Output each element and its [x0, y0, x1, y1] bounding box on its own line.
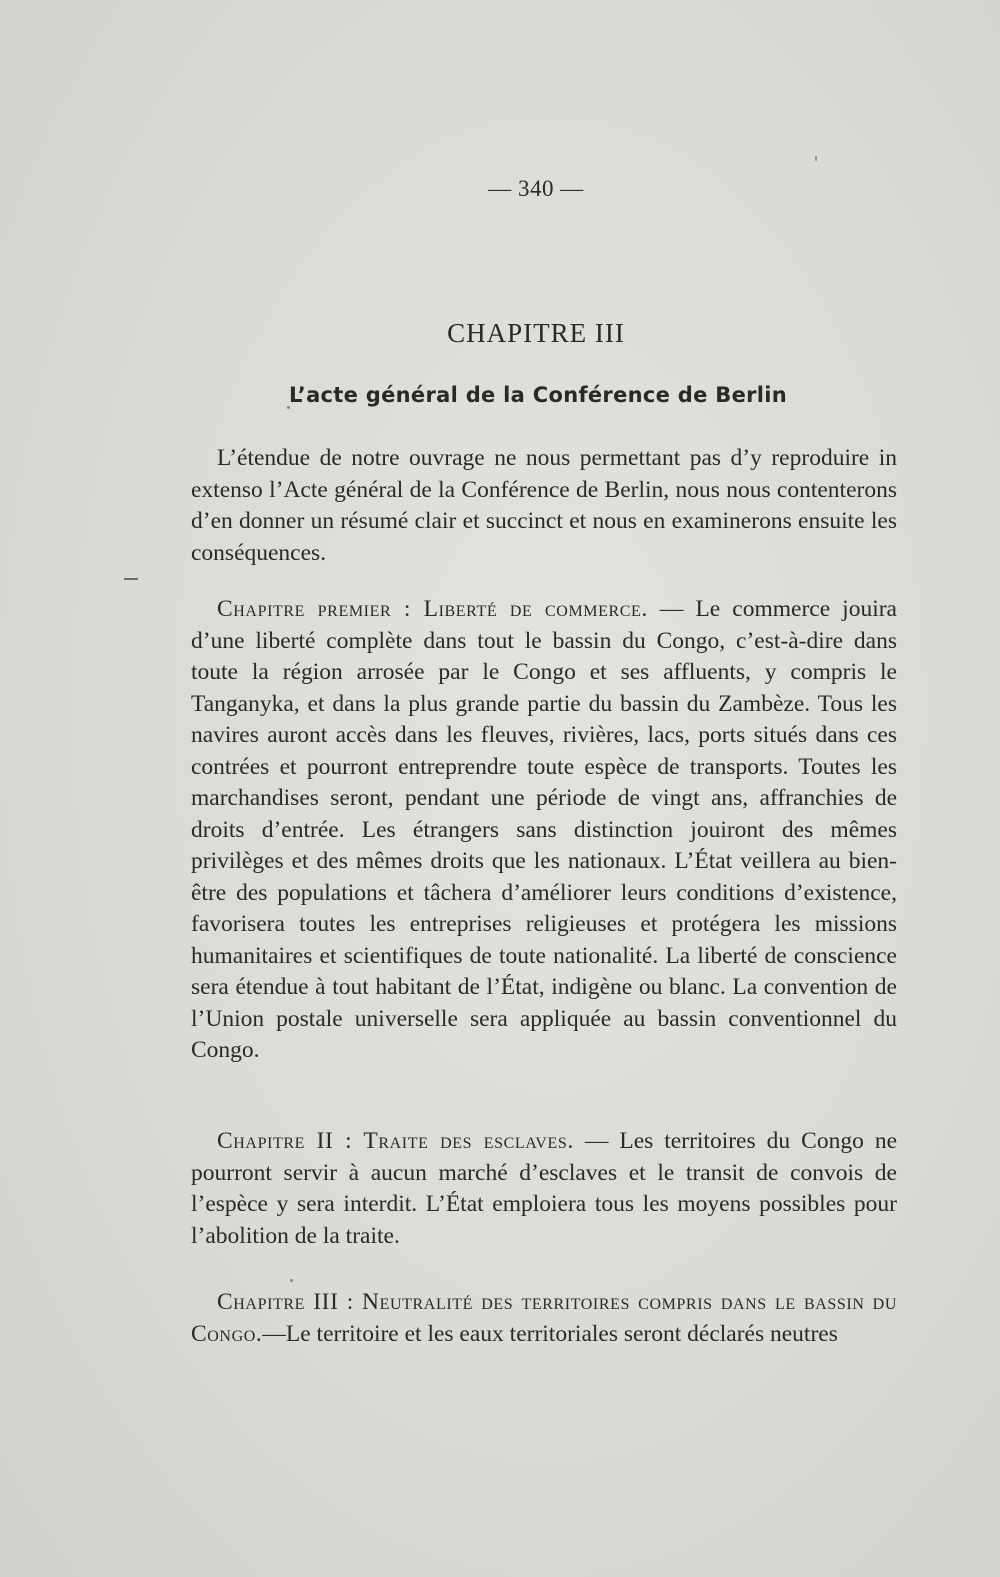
section-paragraph-1	[191, 594, 897, 1067]
chapter-title: CHAPITRE III	[447, 318, 625, 348]
margin-mark	[124, 578, 138, 580]
paper-speck	[290, 1279, 293, 1282]
section-text-2: — Les territoires du Congo ne pourront servir à aucun marché d’esclaves et le transit de convois de l’espèce y sera interdit. L’État emploiera tous les moyens possibles pour l’abolition de la traite.	[191, 1128, 898, 1249]
section-heading-2: Chapitre II : Traite des esclaves.	[217, 1128, 574, 1154]
page-number: — 340 —	[488, 176, 584, 201]
section-text-3: —Le territoire et les eaux territoriales seront déclarés neutres	[262, 1320, 838, 1347]
section-heading-3: Chapitre III : Neutralité des territoires compris dans le bassin du Congo.	[191, 1289, 897, 1347]
section-heading-1: Chapitre premier : Liberté de commerce.	[217, 596, 648, 622]
chapter-subtitle: L’acte général de la Conférence de Berlin	[288, 383, 788, 407]
paper-speck	[815, 156, 817, 161]
section-text-1: — Le commerce jouira d’une liberté complète dans tout le bassin du Congo, c’est-à-dire dans toute la région arrosée par le Congo et ses affluents, y compris le Tanganyka, et dans la plus grande partie du bassin du Zambèze. Tous les navires auront accès dans les fleuves, rivières, lacs, ports situés dans ces contrées et pourront entreprendre toute espèce de transports. Toutes les marchandises seront, pendant une période de vingt ans, affranchies de droits d’entrée. Les étrangers sans distinction jouiront des mêmes privilèges et des mêmes droits que les nationaux. L’État veillera au bien-être des populations et tâchera d’améliorer leurs conditions d’existence, favorisera toutes les entreprises religieuses et protégera les missions humanitaires et scientifiques de toute nationalité. La liberté de conscience sera étendue à tout habitant de l’État, indigène ou blanc. La convention de l’Union postale universelle sera appliquée au bassin conventionnel du Congo.	[191, 596, 897, 1063]
intro-paragraph: L’étendue de notre ouvrage ne nous permettant pas d’y reproduire in extenso l’Acte général de la Conférence de Berlin, nous nous contenterons d’en donner un résumé clair et succinct et nous en examinerons ensuite les conséquences.	[191, 445, 897, 566]
section-paragraph-2	[191, 1126, 897, 1252]
section-paragraph-3	[191, 1287, 897, 1350]
